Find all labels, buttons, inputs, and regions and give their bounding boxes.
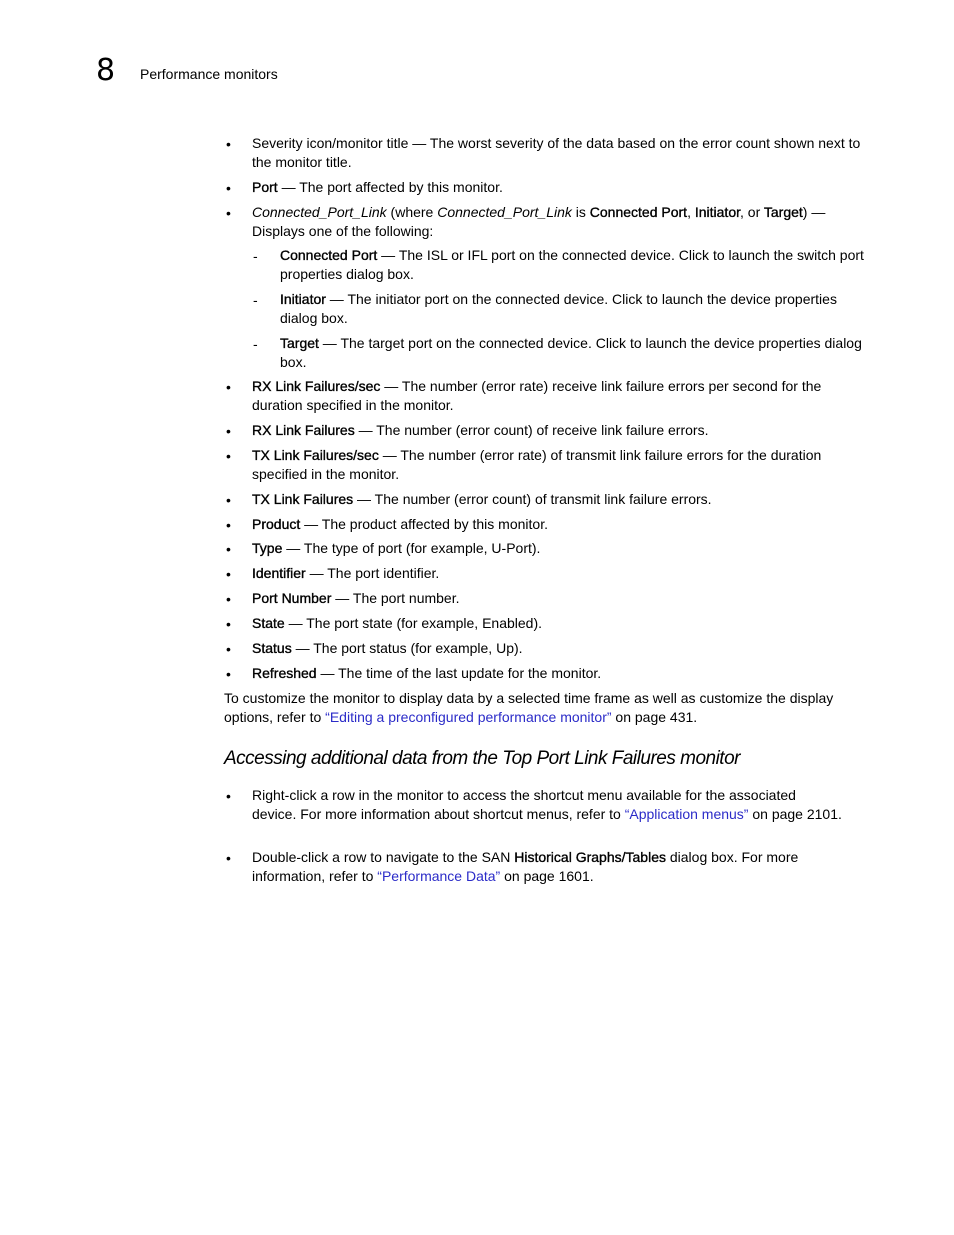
item-text: — The port state (for example, Enabled). [284, 615, 543, 631]
item-term: TX Link Failures/sec [252, 447, 379, 463]
item-text: — The target port on the connected device. Click to launch the device properties dialog box. [280, 335, 862, 370]
bullet-icon: • [226, 788, 231, 804]
dash-icon: - [253, 336, 258, 352]
item-text: — The number (error count) of transmit link failure errors. [353, 491, 712, 507]
cross-reference-link[interactable]: “Performance Data” [377, 868, 501, 884]
item-text: — The ISL or IFL port on the connected device. Click to launch the switch port properties dialog box. [280, 247, 864, 282]
sub-item-initiator [280, 290, 872, 328]
item-term: Refreshed [252, 665, 317, 681]
chapter-number: 8 [96, 53, 116, 88]
sub-item-connected-port [280, 246, 872, 284]
bullet-icon: • [226, 180, 231, 196]
item-text: — The product affected by this monitor. [300, 516, 548, 532]
item-text: — The number (error rate) of transmit link failure errors for the duration specified in the monitor. [252, 447, 822, 482]
bullet-icon: • [226, 850, 231, 866]
bullet-icon: • [226, 448, 231, 464]
bullet-icon: • [226, 541, 231, 557]
bullet-icon: • [226, 517, 231, 533]
bullet-icon: • [226, 641, 231, 657]
item-text: Double-click a row to navigate to the SAN [252, 849, 515, 865]
item-text: — The port number. [331, 590, 460, 606]
item-text: , [687, 204, 695, 220]
item-term: Target [763, 204, 803, 220]
chapter-title: Performance monitors [140, 66, 278, 82]
item-term: Identifier [252, 565, 306, 581]
item-term: RX Link Failures/sec [252, 378, 381, 394]
item-text: — The type of port (for example, U-Port). [282, 540, 541, 556]
bullet-icon: • [226, 379, 231, 395]
item-term: Initiator [694, 204, 740, 220]
list-item-right-click [252, 786, 842, 824]
item-term: State [252, 615, 285, 631]
item-text: (where [386, 204, 438, 220]
item-term: Type [252, 540, 283, 556]
item-term: RX Link Failures [252, 422, 355, 438]
item-text: — The port identifier. [305, 565, 440, 581]
item-text: is [571, 204, 590, 220]
item-term: TX Link Failures [252, 491, 354, 507]
item-text: Right-click a row in the monitor to access the shortcut menu available for the associated device. For more information about shortcut menus, refer to [252, 787, 796, 822]
item-term: Historical Graphs/Tables [514, 849, 666, 865]
item-text: — The number (error count) of receive link failure errors. [354, 422, 709, 438]
section-heading: Accessing additional data from the Top Port Link Failures monitor [224, 748, 740, 769]
bullet-icon: • [226, 566, 231, 582]
item-term: Product [252, 516, 301, 532]
list-item-identifier [252, 564, 872, 583]
item-term: Port Number [252, 590, 332, 606]
list-item-rx-link-failures [252, 421, 872, 440]
list-item-port-number [252, 589, 872, 608]
list-item-tx-link-failures-sec [252, 446, 872, 484]
item-term: Status [252, 640, 292, 656]
list-item-status [252, 639, 872, 658]
item-text: — The port status (for example, Up). [291, 640, 523, 656]
list-item-double-click [252, 848, 842, 886]
sub-item-target [280, 334, 872, 372]
item-text: dialog box. For more information, refer to [252, 849, 799, 884]
list-item-connected-port-link [252, 203, 872, 241]
bullet-icon: • [226, 591, 231, 607]
dash-icon: - [253, 292, 258, 308]
item-term: Initiator [280, 291, 326, 307]
list-item-type [252, 539, 872, 558]
paragraph-text: on page 431. [611, 709, 698, 725]
cross-reference-link[interactable]: “Application menus” [624, 806, 749, 822]
bullet-icon: • [226, 205, 231, 221]
list-item-product [252, 515, 872, 534]
list-item-refreshed [252, 664, 872, 683]
bullet-icon: • [226, 616, 231, 632]
item-text: — The time of the last update for the monitor. [316, 665, 602, 681]
list-item-rx-link-failures-sec [252, 377, 872, 415]
list-item-tx-link-failures [252, 490, 872, 509]
bullet-icon: • [226, 492, 231, 508]
item-text: , or [740, 204, 764, 220]
paragraph-text: To customize the monitor to display data by a selected time frame as well as customize the display options, refer to [224, 690, 834, 725]
item-term: Connected Port [280, 247, 378, 263]
cross-reference-link[interactable]: “Editing a preconfigured performance monitor” [325, 709, 612, 725]
list-item-port [252, 178, 872, 197]
customize-paragraph [224, 689, 874, 727]
item-term: Connected_Port_Link [437, 204, 572, 220]
item-text: on page 2101. [748, 806, 842, 822]
item-term: Port [252, 179, 278, 195]
dash-icon: - [253, 248, 258, 264]
item-term: Connected_Port_Link [252, 204, 387, 220]
item-text: — The port affected by this monitor. [277, 179, 503, 195]
bullet-icon: • [226, 423, 231, 439]
item-term: Connected Port [589, 204, 688, 220]
item-term: Target [280, 335, 319, 351]
list-item-state [252, 614, 872, 633]
item-text: on page 1601. [500, 868, 594, 884]
item-text: — The number (error rate) receive link failure errors per second for the duration specified in the monitor. [252, 378, 822, 413]
bullet-icon: • [226, 666, 231, 682]
item-text: — The initiator port on the connected device. Click to launch the device properties dialog box. [280, 291, 837, 326]
item-text: ) — Displays one of the following: [252, 204, 826, 239]
item-text: Severity icon/monitor title — The worst severity of the data based on the error count shown next to the monitor title. [252, 135, 861, 170]
list-item-severity [252, 134, 872, 172]
bullet-icon: • [226, 136, 231, 152]
